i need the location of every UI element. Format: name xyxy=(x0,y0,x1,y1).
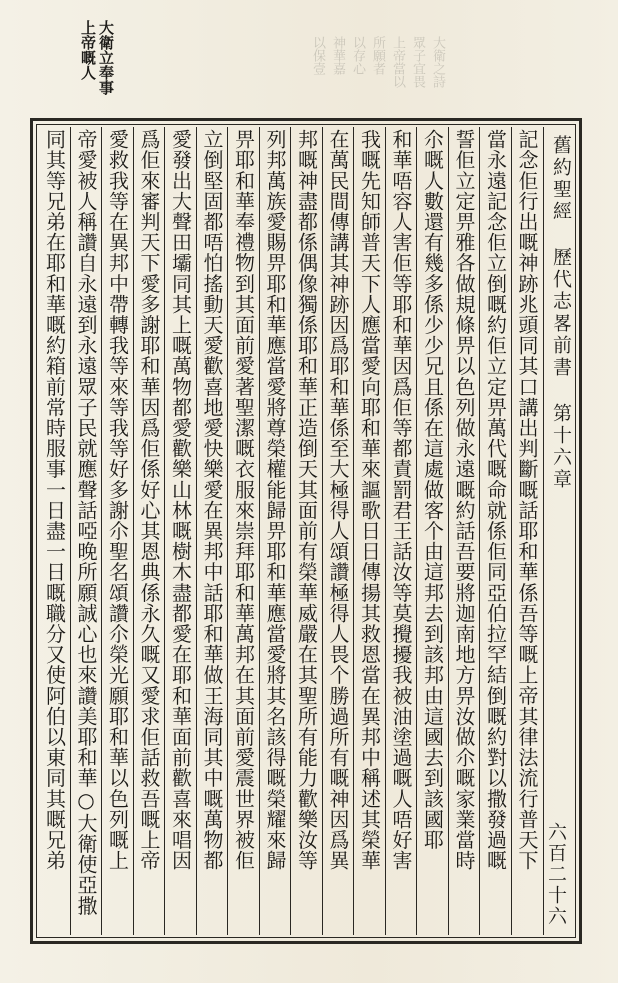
text-column: 列邦萬族愛賜畀耶和華應當愛將尊榮權能歸畀耶和華應當愛將其名該得嘅榮耀來歸 xyxy=(259,127,291,935)
text-column: 在萬民間傳講其神跡因爲耶和華係至大極得人頌讚極得人畏个勝過所有嘅神因爲異 xyxy=(322,127,354,935)
bleed-through-text xyxy=(255,36,445,116)
chapter-title: 第十六章 xyxy=(550,403,572,491)
text-column: 立倒堅固都唔怕搖動天愛歡喜地愛快樂愛在異邦中話耶和華做王海同其中嘅萬物都 xyxy=(196,127,228,935)
text-column: 愛救我等在異邦中帶轉我等來等我等好多謝尒聖名頌讚尒榮光願耶和華以色列嘅上 xyxy=(101,127,133,935)
text-column: 邦嘅神盡都係偶像獨係耶和華正造倒天其面前有榮華威嚴在其聖所有能力歡樂汝等 xyxy=(290,127,322,935)
ghost-line: 眾子宜畏 xyxy=(410,36,425,88)
text-column: 當永遠記念佢立倒嘅約佢立定畀萬代嘅命就係佢同亞伯拉罕結倒嘅約對以撒發過嘅 xyxy=(479,127,511,935)
text-column: 帝愛被人稱讚自永遠到永遠眾子民就應聲話啞晚所願誠心也來讚美耶和華○大衛使亞撒 xyxy=(70,127,102,935)
text-column: 記念佢行出嘅神跡兆頭同其口講出判斷嘅話耶和華係吾等嘅上帝其律法流行普天下 xyxy=(511,127,543,935)
section-title: 歷代志畧前書 xyxy=(550,247,572,379)
text-column: 尒嘅人數還有幾多係少少兄且係在這處做客个由這邦去到該邦由這國去到該國耶 xyxy=(416,127,448,935)
book-title: 舊約聖經 xyxy=(550,135,572,223)
page-number: 六百二十六 xyxy=(545,822,567,927)
ghost-line: 上帝當以 xyxy=(390,36,405,88)
margin-note-line: 上帝嘅人 xyxy=(79,20,97,80)
text-column: 愛發出大聲田壩同其上嘅萬物都愛歡樂山林嘅樹木盡都愛在耶和華面前歡喜來唱因 xyxy=(164,127,196,935)
text-column: 爲佢來審判天下愛多謝耶和華因爲佢係好心其恩典係永久嘅又愛求佢話救吾嘅上帝 xyxy=(133,127,165,935)
text-column: 我嘅先知師普天下人應當愛向耶和華來謳歌日日傳揚其救恩當在異邦中稱述其榮華 xyxy=(353,127,385,935)
margin-note-line: 大衛立奉事 xyxy=(97,20,115,95)
text-column: 和華唔容人害佢等耶和華因爲佢等都責罰君王話汝等莫攪擾我被油塗過嘅人唔好害 xyxy=(385,127,417,935)
ghost-line: 大衛之詩 xyxy=(430,36,445,88)
ghost-line: 以保壹 xyxy=(310,36,325,75)
ghost-line: 所願者 xyxy=(370,36,385,75)
ghost-line: 以存心 xyxy=(350,36,365,75)
text-frame xyxy=(30,118,582,944)
text-column: 同其等兄弟在耶和華嘅約箱前常時服事一日盡一日嘅職分又使阿伯以東同其嘅兄弟 xyxy=(42,129,67,871)
ghost-line: 神華嘉 xyxy=(330,36,345,75)
running-header xyxy=(543,127,575,935)
margin-note xyxy=(44,20,114,110)
text-column: 誓佢立定畀雅各做規條畀以色列做永遠嘅約話吾要將迦南地方畀汝做尒嘅家業當時 xyxy=(448,127,480,935)
text-column: 畀耶和華奉禮物到其面前愛著聖潔嘅衣服來崇拜耶和華萬邦在其面前愛震世界被佢 xyxy=(227,127,259,935)
text-columns xyxy=(39,127,542,935)
